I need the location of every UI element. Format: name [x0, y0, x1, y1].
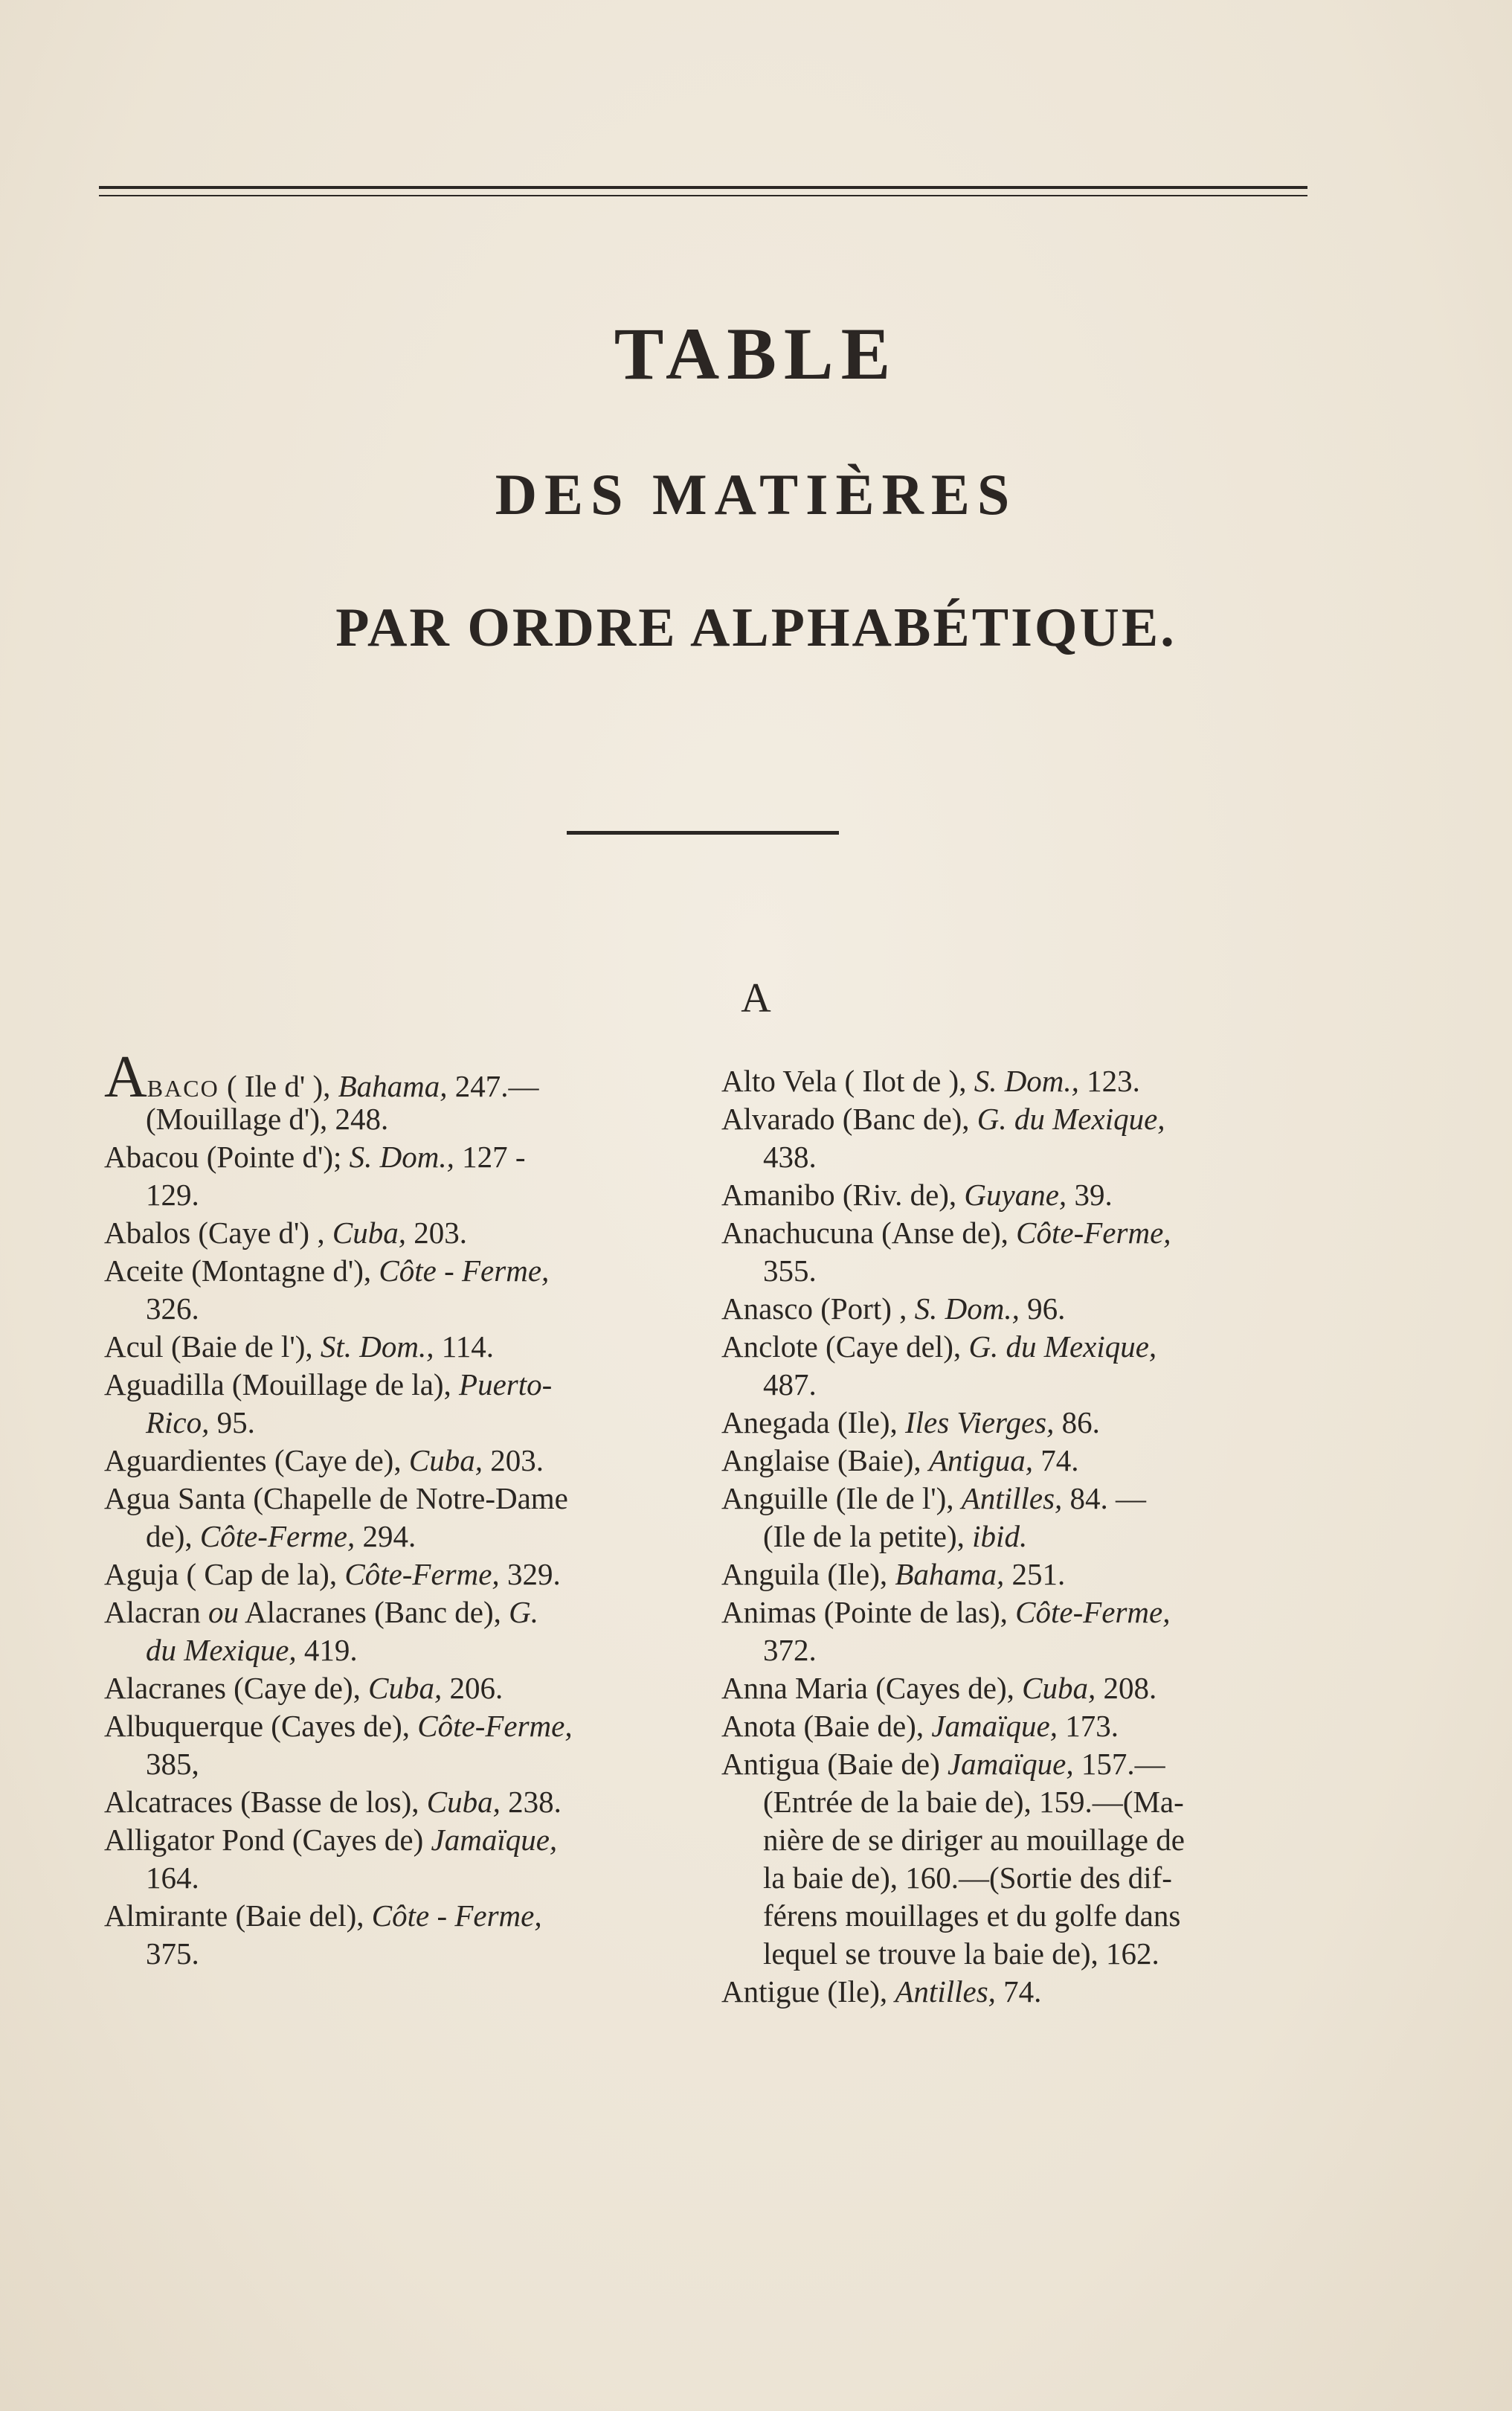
- index-entry-text: 114.: [434, 1329, 494, 1364]
- index-entry-text: 96.: [1019, 1291, 1066, 1326]
- index-entry-text: Puerto-: [459, 1367, 553, 1402]
- index-entry-text: S. Dom.,: [349, 1140, 454, 1174]
- index-entry-text: Antigua (Baie de): [721, 1747, 948, 1781]
- index-entry-line: [721, 1631, 1309, 1669]
- index-entry-text: G. du Mexique,: [977, 1102, 1165, 1136]
- index-entry-text: Aguardientes (Caye de),: [104, 1443, 409, 1477]
- index-entry-line: [721, 1442, 1309, 1480]
- index-entry-line: [104, 1328, 684, 1366]
- index-entry-text: Guyane,: [964, 1178, 1067, 1212]
- index-entry-line: [104, 1252, 684, 1290]
- index-entry-line: [721, 1252, 1309, 1290]
- index-entry-text: Anachucuna (Anse de),: [721, 1216, 1017, 1250]
- index-entry-text: Côte-Ferme,: [1016, 1216, 1171, 1250]
- index-entry-text: Côte-Ferme,: [417, 1709, 573, 1743]
- index-entry-text: Alvarado (Banc de),: [721, 1102, 977, 1136]
- index-entry-text: Anguila (Ile),: [721, 1557, 895, 1591]
- index-entry-text: Aguadilla (Mouillage de la),: [104, 1367, 460, 1402]
- index-entry-text: Anota (Baie de),: [721, 1709, 932, 1743]
- index-entry-text: de),: [146, 1519, 200, 1553]
- index-entry-text: Anasco (Port) ,: [721, 1291, 915, 1326]
- index-entry-text: 438.: [763, 1140, 817, 1174]
- index-entry-text: Cuba,: [1022, 1671, 1096, 1705]
- index-entry-text: Aguja ( Cap de la),: [104, 1557, 345, 1591]
- index-entry-text: Anguille (Ile de l'),: [721, 1481, 962, 1515]
- index-entry-line: [104, 1404, 684, 1442]
- index-entry-text: Cuba,: [368, 1671, 443, 1705]
- index-entry-line: [721, 1290, 1309, 1328]
- index-entry-line: [721, 1897, 1309, 1935]
- index-entry-line: [104, 1044, 684, 1110]
- index-entry-text: Anclote (Caye del),: [721, 1329, 969, 1364]
- index-entry-text: Côte - Ferme,: [379, 1253, 550, 1288]
- index-entry-line: [104, 1480, 684, 1518]
- index-entry-line: [721, 1783, 1309, 1821]
- index-entry-text: Anglaise (Baie),: [721, 1443, 929, 1477]
- index-entry-text: Antigua,: [928, 1443, 1034, 1477]
- index-entry-text: Jamaïque,: [431, 1823, 558, 1857]
- index-entry-line: [104, 1214, 684, 1252]
- index-entry-text: 157.—: [1073, 1747, 1165, 1781]
- index-entry-text: Antilles,: [961, 1481, 1063, 1515]
- index-entry-line: [104, 1859, 684, 1897]
- index-entry-line: [721, 1707, 1309, 1745]
- index-entry-text: Alto Vela ( Ilot de ),: [721, 1064, 974, 1098]
- index-entry-text: Côte-Ferme,: [344, 1557, 500, 1591]
- index-entry-text: Cuba,: [332, 1216, 406, 1250]
- index-entry-line: [104, 1897, 684, 1935]
- index-entry-line: [104, 1593, 684, 1631]
- index-entry-line: [104, 1366, 684, 1404]
- index-entry-line: [721, 1176, 1309, 1214]
- index-entry-text: 129.: [146, 1178, 199, 1212]
- index-entry-text: Acul (Baie de l'),: [104, 1329, 321, 1364]
- index-entry-line: [721, 1593, 1309, 1631]
- index-entry-text: la baie de), 160.—(Sortie des dif-: [763, 1861, 1172, 1895]
- index-column-left: [104, 1044, 684, 1973]
- index-entry-text: nière de se diriger au mouillage de: [763, 1823, 1185, 1857]
- index-entry-text: Côte - Ferme,: [371, 1898, 542, 1933]
- index-entry-text: Iles Vierges,: [905, 1405, 1055, 1439]
- page-subtitle-order: PAR ORDRE ALPHABÉTIQUE.: [335, 597, 1177, 658]
- index-entry-line: [104, 1100, 684, 1138]
- index-entry-text: S. Dom.,: [914, 1291, 1020, 1326]
- index-entry-text: 203.: [405, 1216, 467, 1250]
- index-entry-text: Antigue (Ile),: [721, 1974, 895, 2009]
- top-double-rule-thick: [99, 186, 1307, 189]
- index-entry-text: 95.: [209, 1405, 255, 1439]
- index-entry-line: [104, 1290, 684, 1328]
- index-entry-line: [104, 1138, 684, 1176]
- index-entry-text: 487.: [763, 1367, 817, 1402]
- index-entry-text: Anegada (Ile),: [721, 1405, 906, 1439]
- index-entry-text: 329.: [499, 1557, 561, 1591]
- index-entry-text: Cuba,: [426, 1785, 501, 1819]
- index-entry-line: [721, 1669, 1309, 1707]
- index-entry-text: 238.: [500, 1785, 562, 1819]
- index-entry-line: [104, 1935, 684, 1973]
- index-entry-text: Alacranes (Banc de),: [239, 1595, 509, 1629]
- index-entry-line: [721, 1556, 1309, 1593]
- index-entry-line: [721, 1366, 1309, 1404]
- index-entry-text: Alligator Pond (Cayes de): [104, 1823, 431, 1857]
- index-entry-text: Alcatraces (Basse de los),: [104, 1785, 427, 1819]
- index-entry-line: [104, 1442, 684, 1480]
- index-entry-text: Rico,: [146, 1405, 210, 1439]
- index-entry-line: [721, 1328, 1309, 1366]
- index-entry-text: 127 -: [454, 1140, 526, 1174]
- index-entry-text: Animas (Pointe de las),: [721, 1595, 1016, 1629]
- index-entry-text: 164.: [146, 1861, 199, 1895]
- index-entry-text: ou: [208, 1595, 239, 1629]
- index-entry-text: 39.: [1067, 1178, 1113, 1212]
- index-entry-text: 372.: [763, 1633, 817, 1667]
- index-entry-text: Jamaïque,: [947, 1747, 1074, 1781]
- index-entry-line: [104, 1631, 684, 1669]
- index-entry-line: [104, 1707, 684, 1745]
- index-entry-line: [104, 1783, 684, 1821]
- index-entry-text: du Mexique,: [146, 1633, 297, 1667]
- index-entry-line: [721, 1973, 1309, 2011]
- section-letter: A: [741, 975, 771, 1021]
- index-entry-line: [721, 1214, 1309, 1252]
- index-entry-text: Aceite (Montagne d'),: [104, 1253, 379, 1288]
- index-entry-line: [721, 1404, 1309, 1442]
- index-entry-line: [721, 1480, 1309, 1518]
- index-entry-text: 86.: [1054, 1405, 1100, 1439]
- index-entry-text: Abacou (Pointe d');: [104, 1140, 350, 1174]
- index-entry-text: Almirante (Baie del),: [104, 1898, 372, 1933]
- index-entry-text: Bahama,: [338, 1069, 448, 1103]
- index-entry-text: Abalos (Caye d') ,: [104, 1216, 332, 1250]
- index-entry-line: [104, 1745, 684, 1783]
- index-entry-text: 123.: [1078, 1064, 1140, 1098]
- index-entry-line: [104, 1821, 684, 1859]
- index-entry-text: 355.: [763, 1253, 817, 1288]
- index-entry-text: (Mouillage d'), 248.: [146, 1102, 389, 1136]
- top-double-rule-thin: [99, 195, 1307, 196]
- index-entry-text: Anna Maria (Cayes de),: [721, 1671, 1023, 1705]
- index-entry-text: (Entrée de la baie de), 159.—(Ma-: [763, 1785, 1184, 1819]
- index-entry-line: [721, 1138, 1309, 1176]
- index-entry-text: 84. —: [1062, 1481, 1147, 1515]
- title-divider: [567, 831, 839, 835]
- index-entry-text: 74.: [995, 1974, 1042, 2009]
- index-entry-text: 294.: [355, 1519, 416, 1553]
- index-entry-text: lequel se trouve la baie de), 162.: [763, 1936, 1159, 1971]
- index-entry-line: [721, 1062, 1309, 1100]
- index-entry-text: Bahama,: [895, 1557, 1005, 1591]
- index-entry-text: férens mouillages et du golfe dans: [763, 1898, 1181, 1933]
- page-title: TABLE: [614, 312, 898, 395]
- index-entry-text: 247.—: [447, 1069, 539, 1103]
- index-entry-text: 375.: [146, 1936, 199, 1971]
- index-entry-text: S. Dom.,: [974, 1064, 1079, 1098]
- index-entry-text: Jamaïque,: [931, 1709, 1058, 1743]
- index-entry-line: [721, 1518, 1309, 1556]
- index-entry-line: [104, 1176, 684, 1214]
- index-entry-text: ibid.: [972, 1519, 1028, 1553]
- index-entry-text: 173.: [1058, 1709, 1119, 1743]
- index-entry-text: G.: [509, 1595, 538, 1629]
- index-column-right: [721, 1062, 1309, 2011]
- index-entry-text: 208.: [1096, 1671, 1157, 1705]
- index-entry-line: [721, 1745, 1309, 1783]
- index-entry-text: 385,: [146, 1747, 199, 1781]
- index-entry-line: [721, 1935, 1309, 1973]
- index-entry-text: Amanibo (Riv. de),: [721, 1178, 965, 1212]
- index-entry-text: Alacranes (Caye de),: [104, 1671, 369, 1705]
- index-entry-text: Alacran: [104, 1595, 208, 1629]
- index-entry-line: [721, 1859, 1309, 1897]
- index-entry-text: Côte-Ferme,: [199, 1519, 356, 1553]
- index-entry-text: 251.: [1004, 1557, 1066, 1591]
- index-entry-text: G. du Mexique,: [968, 1329, 1157, 1364]
- index-entry-text: Côte-Ferme,: [1015, 1595, 1171, 1629]
- index-entry-text: Albuquerque (Cayes de),: [104, 1709, 418, 1743]
- index-entry-text: 203.: [482, 1443, 544, 1477]
- index-entry-text: 419.: [296, 1633, 358, 1667]
- page-subtitle: DES MATIÈRES: [495, 462, 1017, 527]
- index-entry-text: BACO: [147, 1075, 219, 1102]
- index-entry-line: [104, 1669, 684, 1707]
- index-entry-text: ( Ile d' ),: [219, 1069, 338, 1103]
- index-entry-text: Cuba,: [408, 1443, 483, 1477]
- index-entry-text: St. Dom.,: [320, 1329, 434, 1364]
- index-entry-text: Antilles,: [895, 1974, 996, 2009]
- index-entry-text: 206.: [442, 1671, 504, 1705]
- index-entry-line: [104, 1556, 684, 1593]
- index-entry-text: (Ile de la petite),: [763, 1519, 973, 1553]
- index-entry-line: [721, 1821, 1309, 1859]
- index-entry-text: Agua Santa (Chapelle de Notre-Dame: [104, 1481, 568, 1515]
- index-entry-line: [104, 1518, 684, 1556]
- index-entry-line: [721, 1100, 1309, 1138]
- index-entry-text: 326.: [146, 1291, 199, 1326]
- index-entry-text: 74.: [1033, 1443, 1079, 1477]
- index-entry-text: A: [104, 1044, 147, 1110]
